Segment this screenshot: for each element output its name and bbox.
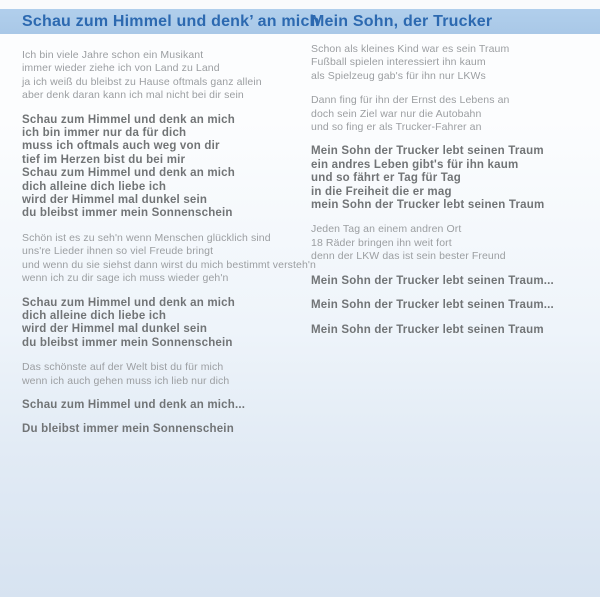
lyric-line: und wenn du sie siehst dann wirst du mich bestimmt versteh'n xyxy=(22,258,316,271)
lyrics-columns xyxy=(0,34,600,597)
lyric-line: Mein Sohn der Trucker lebt seinen Traum xyxy=(311,323,544,336)
lyric-stanza xyxy=(311,223,554,263)
lyric-line: Dann fing für ihn der Ernst des Lebens an xyxy=(311,94,510,107)
lyric-line: muss ich oftmals auch weg von dir xyxy=(22,140,220,153)
lyric-line: Du bleibst immer mein Sonnenschein xyxy=(22,423,234,436)
lyric-stanza xyxy=(311,275,554,288)
lyric-line: Schön ist es zu seh'n wenn Menschen glücklich sind xyxy=(22,231,271,244)
lyric-line: Schau zum Himmel und denk an mich... xyxy=(22,398,246,411)
lyric-line: Schon als kleines Kind war es sein Traum xyxy=(311,43,510,55)
lyric-stanza xyxy=(311,43,554,83)
lyric-stanza xyxy=(311,145,554,212)
lyric-line: dich alleine dich liebe ich xyxy=(22,309,167,322)
lyric-line: Schau zum Himmel und denk an mich xyxy=(22,113,235,126)
lyric-line: und so fing er als Trucker-Fahrer an xyxy=(311,121,482,134)
lyric-line: in die Freiheit die er mag xyxy=(311,185,452,198)
lyric-line: Mein Sohn der Trucker lebt seinen Traum xyxy=(311,145,544,158)
lyric-stanza xyxy=(22,297,316,351)
lyric-line: wird der Himmel mal dunkel sein xyxy=(22,323,208,336)
lyric-line: tief im Herzen bist du bei mir xyxy=(22,153,186,166)
song-title-right: Mein Sohn, der Trucker xyxy=(311,13,493,30)
lyric-line: Fußball spielen interessiert ihn kaum xyxy=(311,56,486,69)
song-title-left: Schau zum Himmel und denk’ an mich xyxy=(22,13,320,30)
top-margin-strip xyxy=(0,0,600,9)
lyric-line: doch sein Ziel war nur die Autobahn xyxy=(311,107,482,120)
lyric-stanza xyxy=(311,94,554,134)
lyric-line: Das schönste auf der Welt bist du für mich xyxy=(22,361,224,374)
lyric-line: 18 Räder bringen ihn weit fort xyxy=(311,236,452,249)
lyric-line: denn der LKW das ist sein bester Freund xyxy=(311,250,506,263)
lyric-line: wird der Himmel mal dunkel sein xyxy=(22,194,208,207)
lyric-line: immer wieder ziehe ich von Land zu Land xyxy=(22,62,220,75)
lyric-line: Mein Sohn der Trucker lebt seinen Traum... xyxy=(311,299,554,312)
lyric-line: uns're Lieder ihnen so viel Freude bringt xyxy=(22,245,214,258)
lyrics-column-left xyxy=(22,34,316,448)
lyric-line: Ich bin viele Jahre schon ein Musikant xyxy=(22,49,204,61)
lyric-line: wenn ich auch gehen muss ich lieb nur dich xyxy=(22,374,230,387)
lyric-line: du bleibst immer mein Sonnenschein xyxy=(22,207,233,220)
lyric-line: mein Sohn der Trucker lebt seinen Traum xyxy=(311,199,545,212)
lyric-stanza xyxy=(311,324,554,337)
lyric-line: aber denk daran kann ich mal nicht bei dir sein xyxy=(22,89,244,102)
lyric-line: Jeden Tag an einem andren Ort xyxy=(311,223,462,236)
lyric-stanza xyxy=(22,361,316,388)
lyric-line: Schau zum Himmel und denk an mich xyxy=(22,167,235,180)
lyric-stanza xyxy=(22,114,316,221)
lyric-line: wenn ich zu dir sage ich muss wieder geh'n xyxy=(22,272,229,285)
lyric-line: als Spielzeug gab's für ihn nur LKWs xyxy=(311,69,486,82)
lyric-stanza xyxy=(22,49,316,103)
lyric-line: ich bin immer nur da für dich xyxy=(22,127,187,140)
lyrics-column-right xyxy=(311,34,554,348)
lyric-line: ein andres Leben gibt's für ihn kaum xyxy=(311,158,519,171)
lyric-line: Schau zum Himmel und denk an mich xyxy=(22,296,235,309)
lyric-stanza xyxy=(22,399,316,412)
lyric-line: du bleibst immer mein Sonnenschein xyxy=(22,336,233,349)
lyric-stanza xyxy=(22,232,316,286)
lyric-line: dich alleine dich liebe ich xyxy=(22,180,167,193)
lyric-stanza xyxy=(22,423,316,436)
lyric-line: Mein Sohn der Trucker lebt seinen Traum... xyxy=(311,274,554,287)
lyric-line: ja ich weiß du bleibst zu Hause oftmals ganz allein xyxy=(22,75,262,88)
lyric-line: und so fährt er Tag für Tag xyxy=(311,172,462,185)
lyric-stanza xyxy=(311,299,554,312)
